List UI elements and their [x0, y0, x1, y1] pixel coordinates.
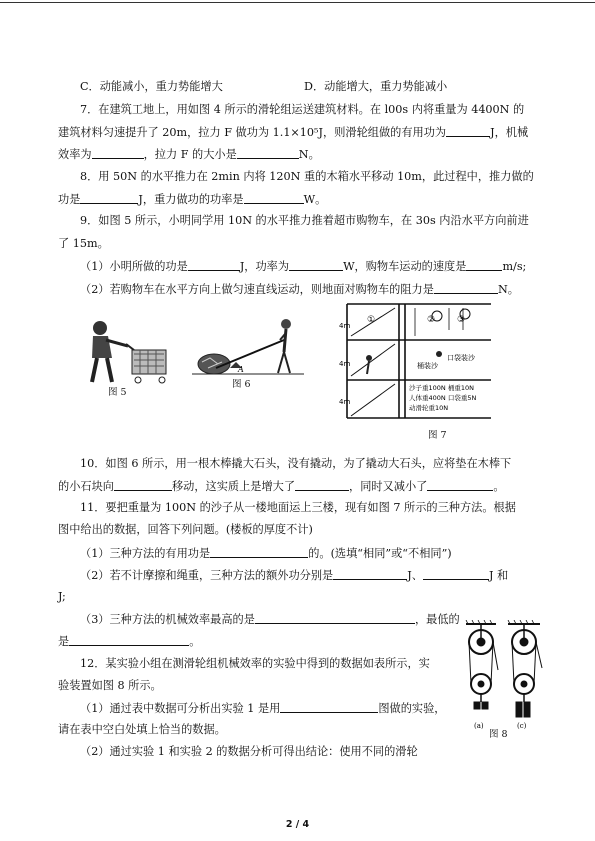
figure-7-floor-label: 4m: [339, 322, 351, 330]
q7-line-2: 建筑材料匀速提升了 20m，拉力 F 做功为 1.1×10⁵J，则滑轮组做的有用功为 J，机械: [58, 126, 529, 139]
answer-blank[interactable]: [333, 568, 407, 580]
answer-blank[interactable]: [466, 259, 502, 271]
figure-7-method-2: ②: [427, 315, 436, 325]
q12-sub-1: （1）通过表中数据可分析出实验 1 是用 图做的实验，: [80, 702, 446, 715]
figure-7-data-line: 人体重400N 口袋重5N: [409, 394, 477, 402]
figure-6-caption: 图 6: [232, 379, 251, 390]
q9-line-1: 9．如图 5 所示，小明同学用 10N 的水平推力推着超市购物车，在 30s 内沿水平方向前进: [80, 214, 529, 227]
page-number: 2 / 4: [285, 819, 310, 830]
q11-line-1: 11．要把重量为 100N 的沙子从一楼地面运上三楼，现有如图 7 所示的三种方法。根据: [80, 501, 516, 514]
answer-blank[interactable]: [295, 479, 349, 491]
q11-sub-2-cont: J;: [58, 590, 66, 603]
q11-line-2: 图中给出的数据，回答下列问题。(楼板的厚度不计): [58, 523, 313, 536]
q9-sub-1: （1）小明所做的功是 J，功率为 W，购物车运动的速度是 m/s;: [80, 260, 527, 273]
q12-line-1: 12．某实验小组在测滑轮组机械效率的实验中得到的数据如表所示，实: [80, 657, 430, 670]
q12-sub-2: （2）通过实验 1 和实验 2 的数据分析可得出结论：使用不同的滑轮: [80, 745, 418, 758]
answer-blank[interactable]: [427, 479, 493, 491]
figure-7-caption: 图 7: [428, 430, 447, 441]
figure-6-point-label: A: [238, 365, 244, 374]
q11-sub-1: （1）三种方法的有用功是 的。(选填“相同”或“不相同”): [80, 547, 452, 560]
answer-blank[interactable]: [434, 282, 498, 294]
figure-5-shopping-cart: [78, 318, 178, 388]
q7-line-1: 7．在建筑工地上，用如图 4 所示的滑轮组运送建筑材料。在 l00s 内将重量为 4400N 的: [80, 103, 525, 116]
figure-7-method-1: ①: [367, 315, 376, 325]
figure-6-lever: [192, 318, 304, 378]
answer-blank[interactable]: [255, 612, 415, 624]
answer-blank[interactable]: [69, 634, 189, 646]
answer-blank[interactable]: [114, 479, 172, 491]
q12-sub-1-cont: 请在表中空白处填上恰当的数据。: [58, 723, 226, 736]
figure-5-caption: 图 5: [108, 387, 127, 398]
q8-line-2: 功是 J，重力做功的功率是 W。: [58, 193, 327, 206]
figure-8-sub-a: (a): [474, 722, 484, 730]
figure-7-floor-label: 4m: [339, 398, 351, 406]
q9-line-2: 了 15m。: [58, 237, 109, 250]
answer-blank[interactable]: [92, 147, 144, 159]
figure-7-data-line: 动滑轮重10N: [409, 404, 449, 412]
figure-7-floor-label: 4m: [339, 360, 351, 368]
answer-blank[interactable]: [237, 147, 299, 159]
answer-blank[interactable]: [423, 568, 489, 580]
q10-line-2: 的小石块向 移动，这实质上是增大了 ，同时又减小了 。: [58, 480, 505, 493]
figure-7-building: [339, 300, 497, 422]
q12-line-2: 验装置如图 8 所示。: [58, 679, 162, 692]
answer-blank[interactable]: [80, 192, 138, 204]
q6-option-c: C．动能减小，重力势能增大: [80, 80, 223, 93]
top-border: [0, 2, 595, 3]
q8-line-1: 8．用 50N 的水平推力在 2min 内将 120N 重的木箱水平移动 10m，此过程中，推力做的: [80, 170, 534, 183]
figure-7-bucket-label: 桶装沙: [417, 362, 438, 370]
figure-7-bag-label: 口袋装沙: [447, 354, 475, 362]
q9-sub-2: （2）若购物车在水平方向上做匀速直线运动，则地面对购物车的阻力是 N。: [80, 283, 519, 296]
figure-7-data-line: 沙子重100N 桶重10N: [409, 384, 474, 392]
figure-7-method-3: ③: [457, 315, 466, 325]
answer-blank[interactable]: [289, 259, 343, 271]
q7-line-3: 效率为 ，拉力 F 的大小是 N。: [58, 148, 320, 161]
q11-sub-3-cont: 是 。: [58, 635, 201, 648]
figure-8-pulleys: [460, 620, 546, 732]
q11-sub-2: （2）若不计摩擦和绳重，三种方法的额外功分别是 J、 J 和: [80, 569, 509, 582]
q10-line-1: 10．如图 6 所示，用一根木棒撬大石头，没有撬动，为了撬动大石头，应将垫在木棒下: [80, 457, 512, 470]
figure-8-sub-c: (c): [517, 722, 527, 730]
answer-blank[interactable]: [446, 125, 490, 137]
answer-blank[interactable]: [280, 701, 378, 713]
answer-blank[interactable]: [244, 192, 304, 204]
answer-blank[interactable]: [188, 259, 240, 271]
answer-blank[interactable]: [210, 546, 308, 558]
q11-sub-3: （3）三种方法的机械效率最高的是 ，最低的: [80, 613, 460, 626]
q6-option-d: D．动能增大，重力势能减小: [304, 80, 448, 93]
figure-8-caption: 图 8: [489, 729, 508, 740]
